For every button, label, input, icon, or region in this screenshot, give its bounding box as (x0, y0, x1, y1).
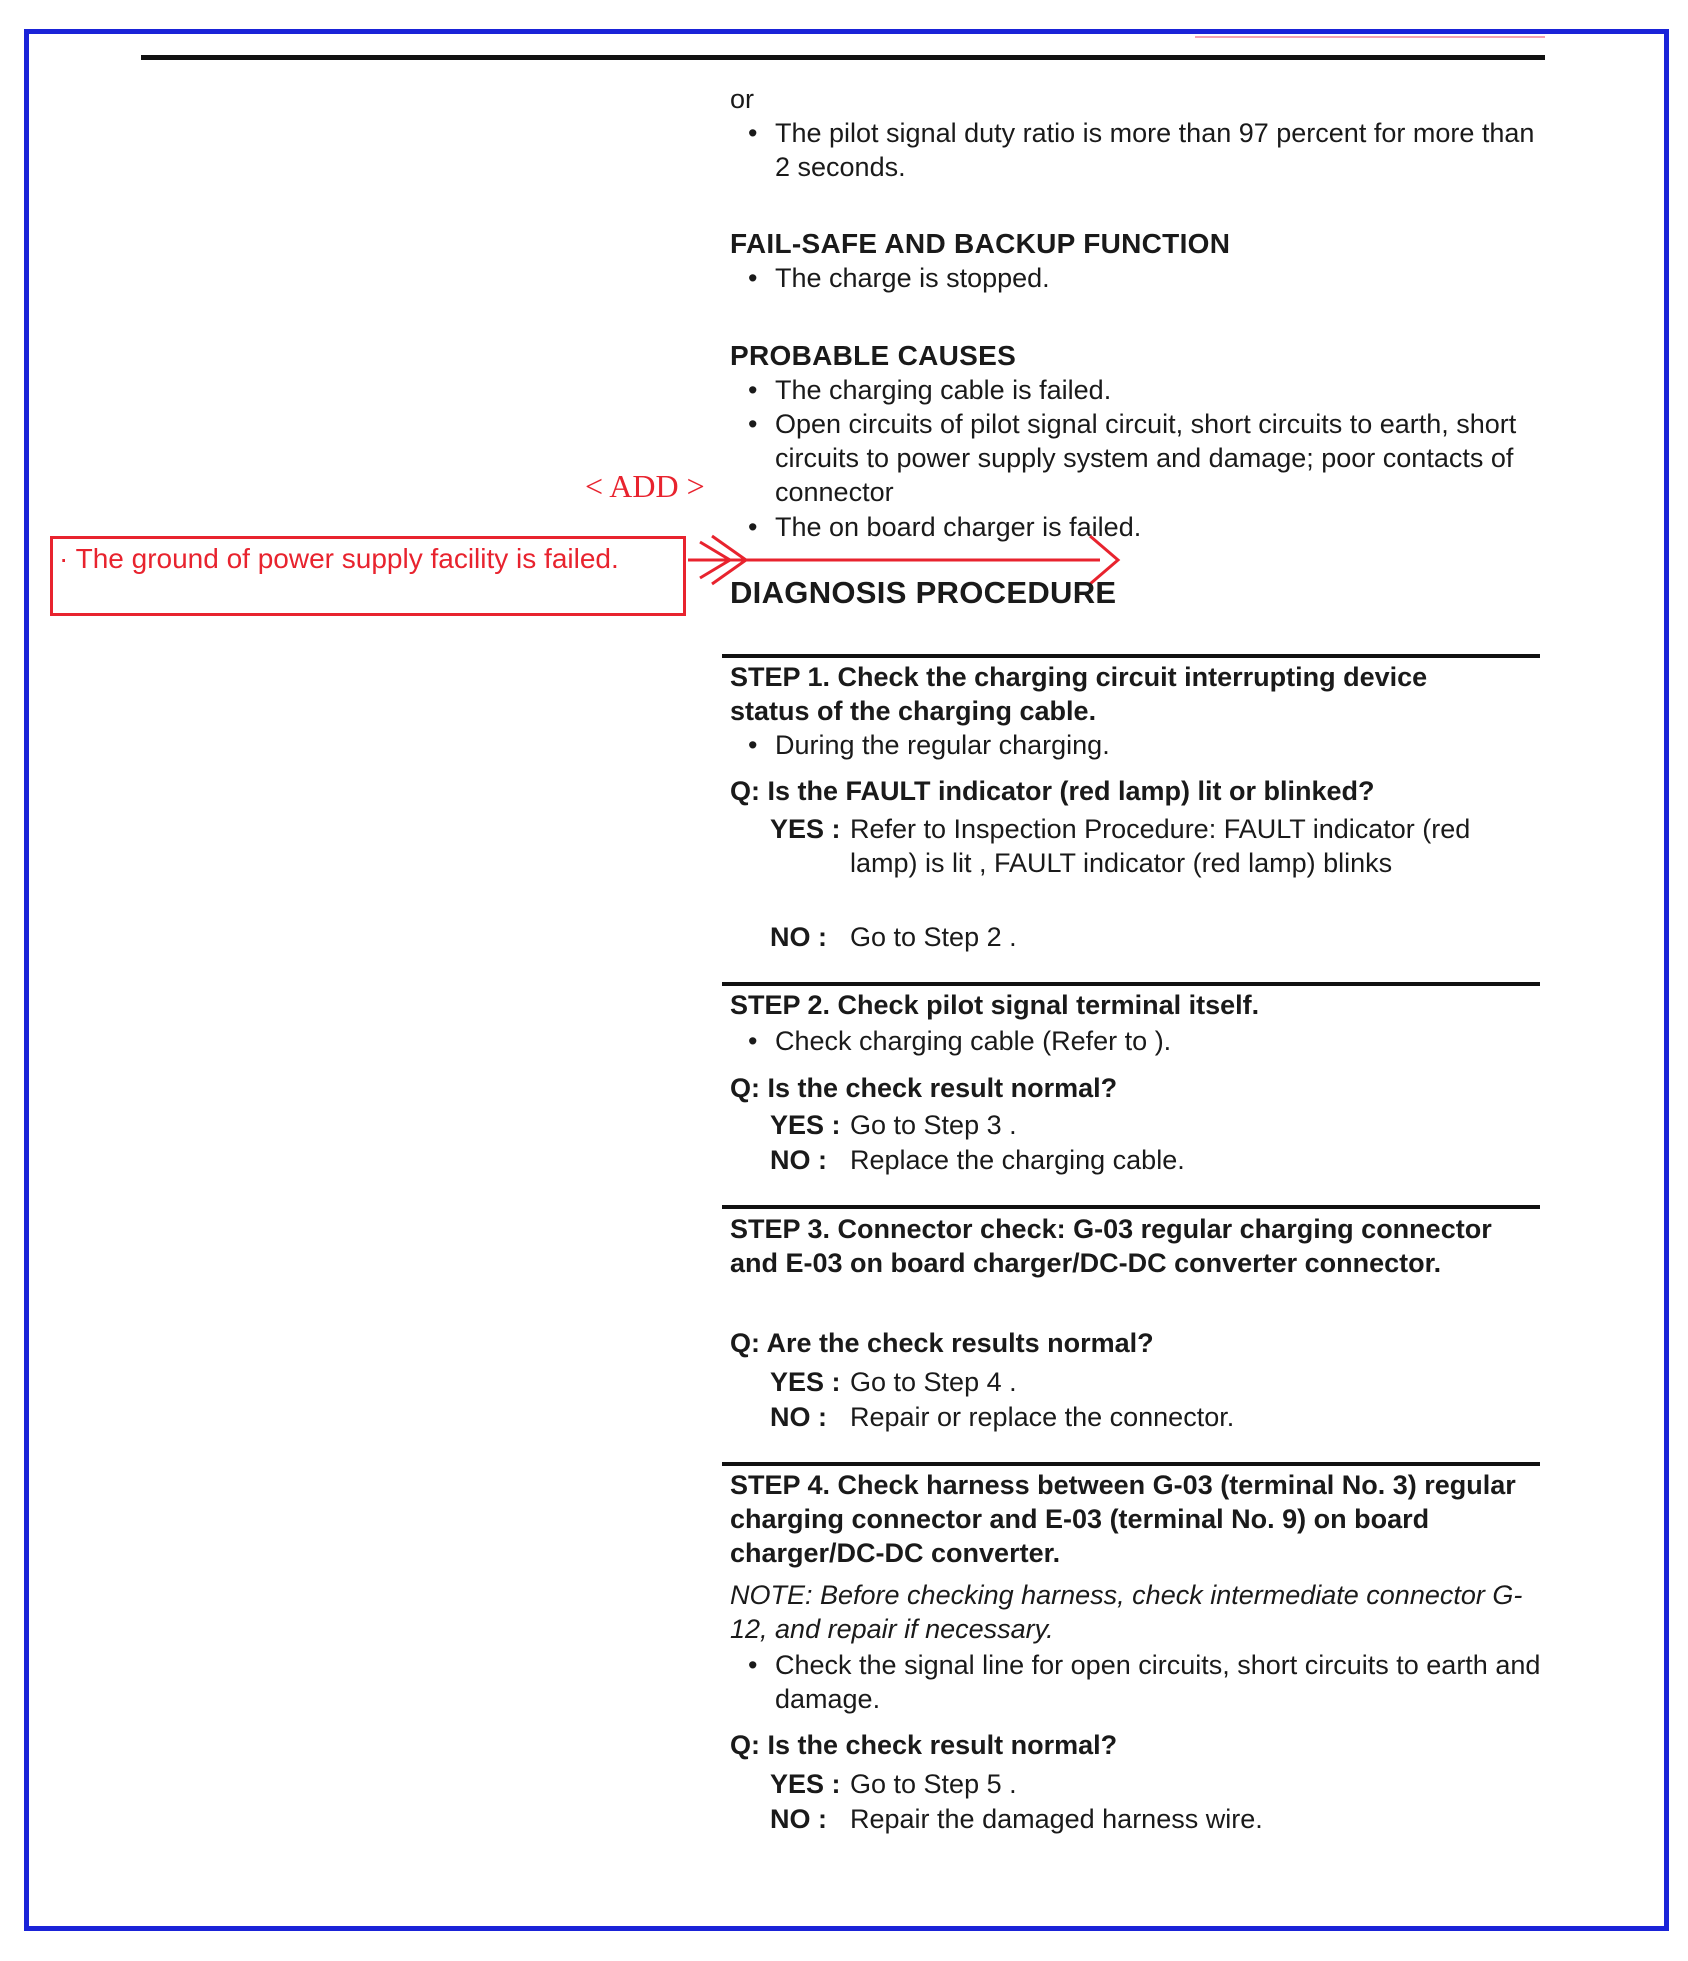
step-1-question: Q: Is the FAULT indicator (red lamp) lit or blinked? (730, 776, 1375, 806)
step-1-title: STEP 1. Check the charging circuit interrupting device status of the charging cable. (730, 662, 1428, 726)
step-2-title: STEP 2. Check pilot signal terminal itself. (730, 990, 1260, 1020)
step-divider (722, 1205, 1540, 1209)
causes-heading: PROBABLE CAUSES (730, 340, 1017, 371)
step-2-question: Q: Is the check result normal? (730, 1073, 1118, 1103)
step-2-yes: YES : Go to Step 3 . (770, 1110, 1017, 1140)
step-4-note: NOTE: Before checking harness, check intermediate connector G-12, and repair if necessary. (730, 1580, 1523, 1644)
step-divider (722, 982, 1540, 986)
step-4-no: NO : Repair the damaged harness wire. (770, 1804, 1263, 1834)
failsafe-bullet: • The charge is stopped. (730, 261, 1540, 295)
add-tag: < ADD > (585, 468, 705, 504)
failsafe-bullet-text: The charge is stopped. (775, 263, 1050, 293)
or-text: or (730, 84, 755, 114)
cause-item: • The on board charger is failed. (730, 510, 1540, 544)
step-1-yes: YES : Refer to Inspection Procedure: FAULT indicator (red lamp) is lit , FAULT indicator (red lamp) blinks (770, 814, 1471, 878)
step-divider (722, 654, 1540, 658)
step-divider (722, 1462, 1540, 1466)
step-2-no: NO : Replace the charging cable. (770, 1145, 1185, 1175)
step-4-yes: YES : Go to Step 5 . (770, 1769, 1017, 1799)
step-3-yes: YES : Go to Step 4 . (770, 1367, 1017, 1397)
step-4-bullet: • Check the signal line for open circuits, short circuits to earth and damage. (748, 1650, 1541, 1714)
step-4-question: Q: Is the check result normal? (730, 1730, 1118, 1760)
cause-item-text: The on board charger is failed. (775, 512, 1142, 542)
continuation-bullet-text: The pilot signal duty ratio is more than 97 percent for more than 2 seconds. (775, 118, 1535, 182)
annotation-box: · The ground of power supply facility is failed. (50, 536, 686, 616)
cause-item: • The charging cable is failed. (730, 373, 1540, 407)
cause-item-text: The charging cable is failed. (775, 375, 1112, 405)
step-3-question: Q: Are the check results normal? (730, 1328, 1154, 1358)
bullet-dot: • (748, 118, 758, 148)
step-4-title: STEP 4. Check harness between G-03 (terminal No. 3) regular charging connector and E-03 (terminal No. 9) on board charger/DC-DC converter. (730, 1470, 1516, 1568)
step-1-bullet: • During the regular charging. (748, 730, 1110, 760)
failsafe-heading: FAIL-SAFE AND BACKUP FUNCTION (730, 228, 1231, 259)
cause-item: • Open circuits of pilot signal circuit, short circuits to earth, short circuits to power supply system and damage; poor contacts of connector (730, 407, 1540, 509)
cause-item-text: Open circuits of pilot signal circuit, short circuits to earth, short circuits to power supply system and damage; poor contacts of connector (775, 409, 1517, 507)
step-1-no: NO : Go to Step 2 . (770, 922, 1017, 952)
step-3-no: NO : Repair or replace the connector. (770, 1402, 1235, 1432)
diagnosis-heading: DIAGNOSIS PROCEDURE (730, 575, 1117, 610)
step-2-bullet: • Check charging cable (Refer to ). (748, 1026, 1172, 1056)
step-3-title: STEP 3. Connector check: G-03 regular charging connector and E-03 on board charger/DC-DC converter connector. (730, 1214, 1492, 1278)
